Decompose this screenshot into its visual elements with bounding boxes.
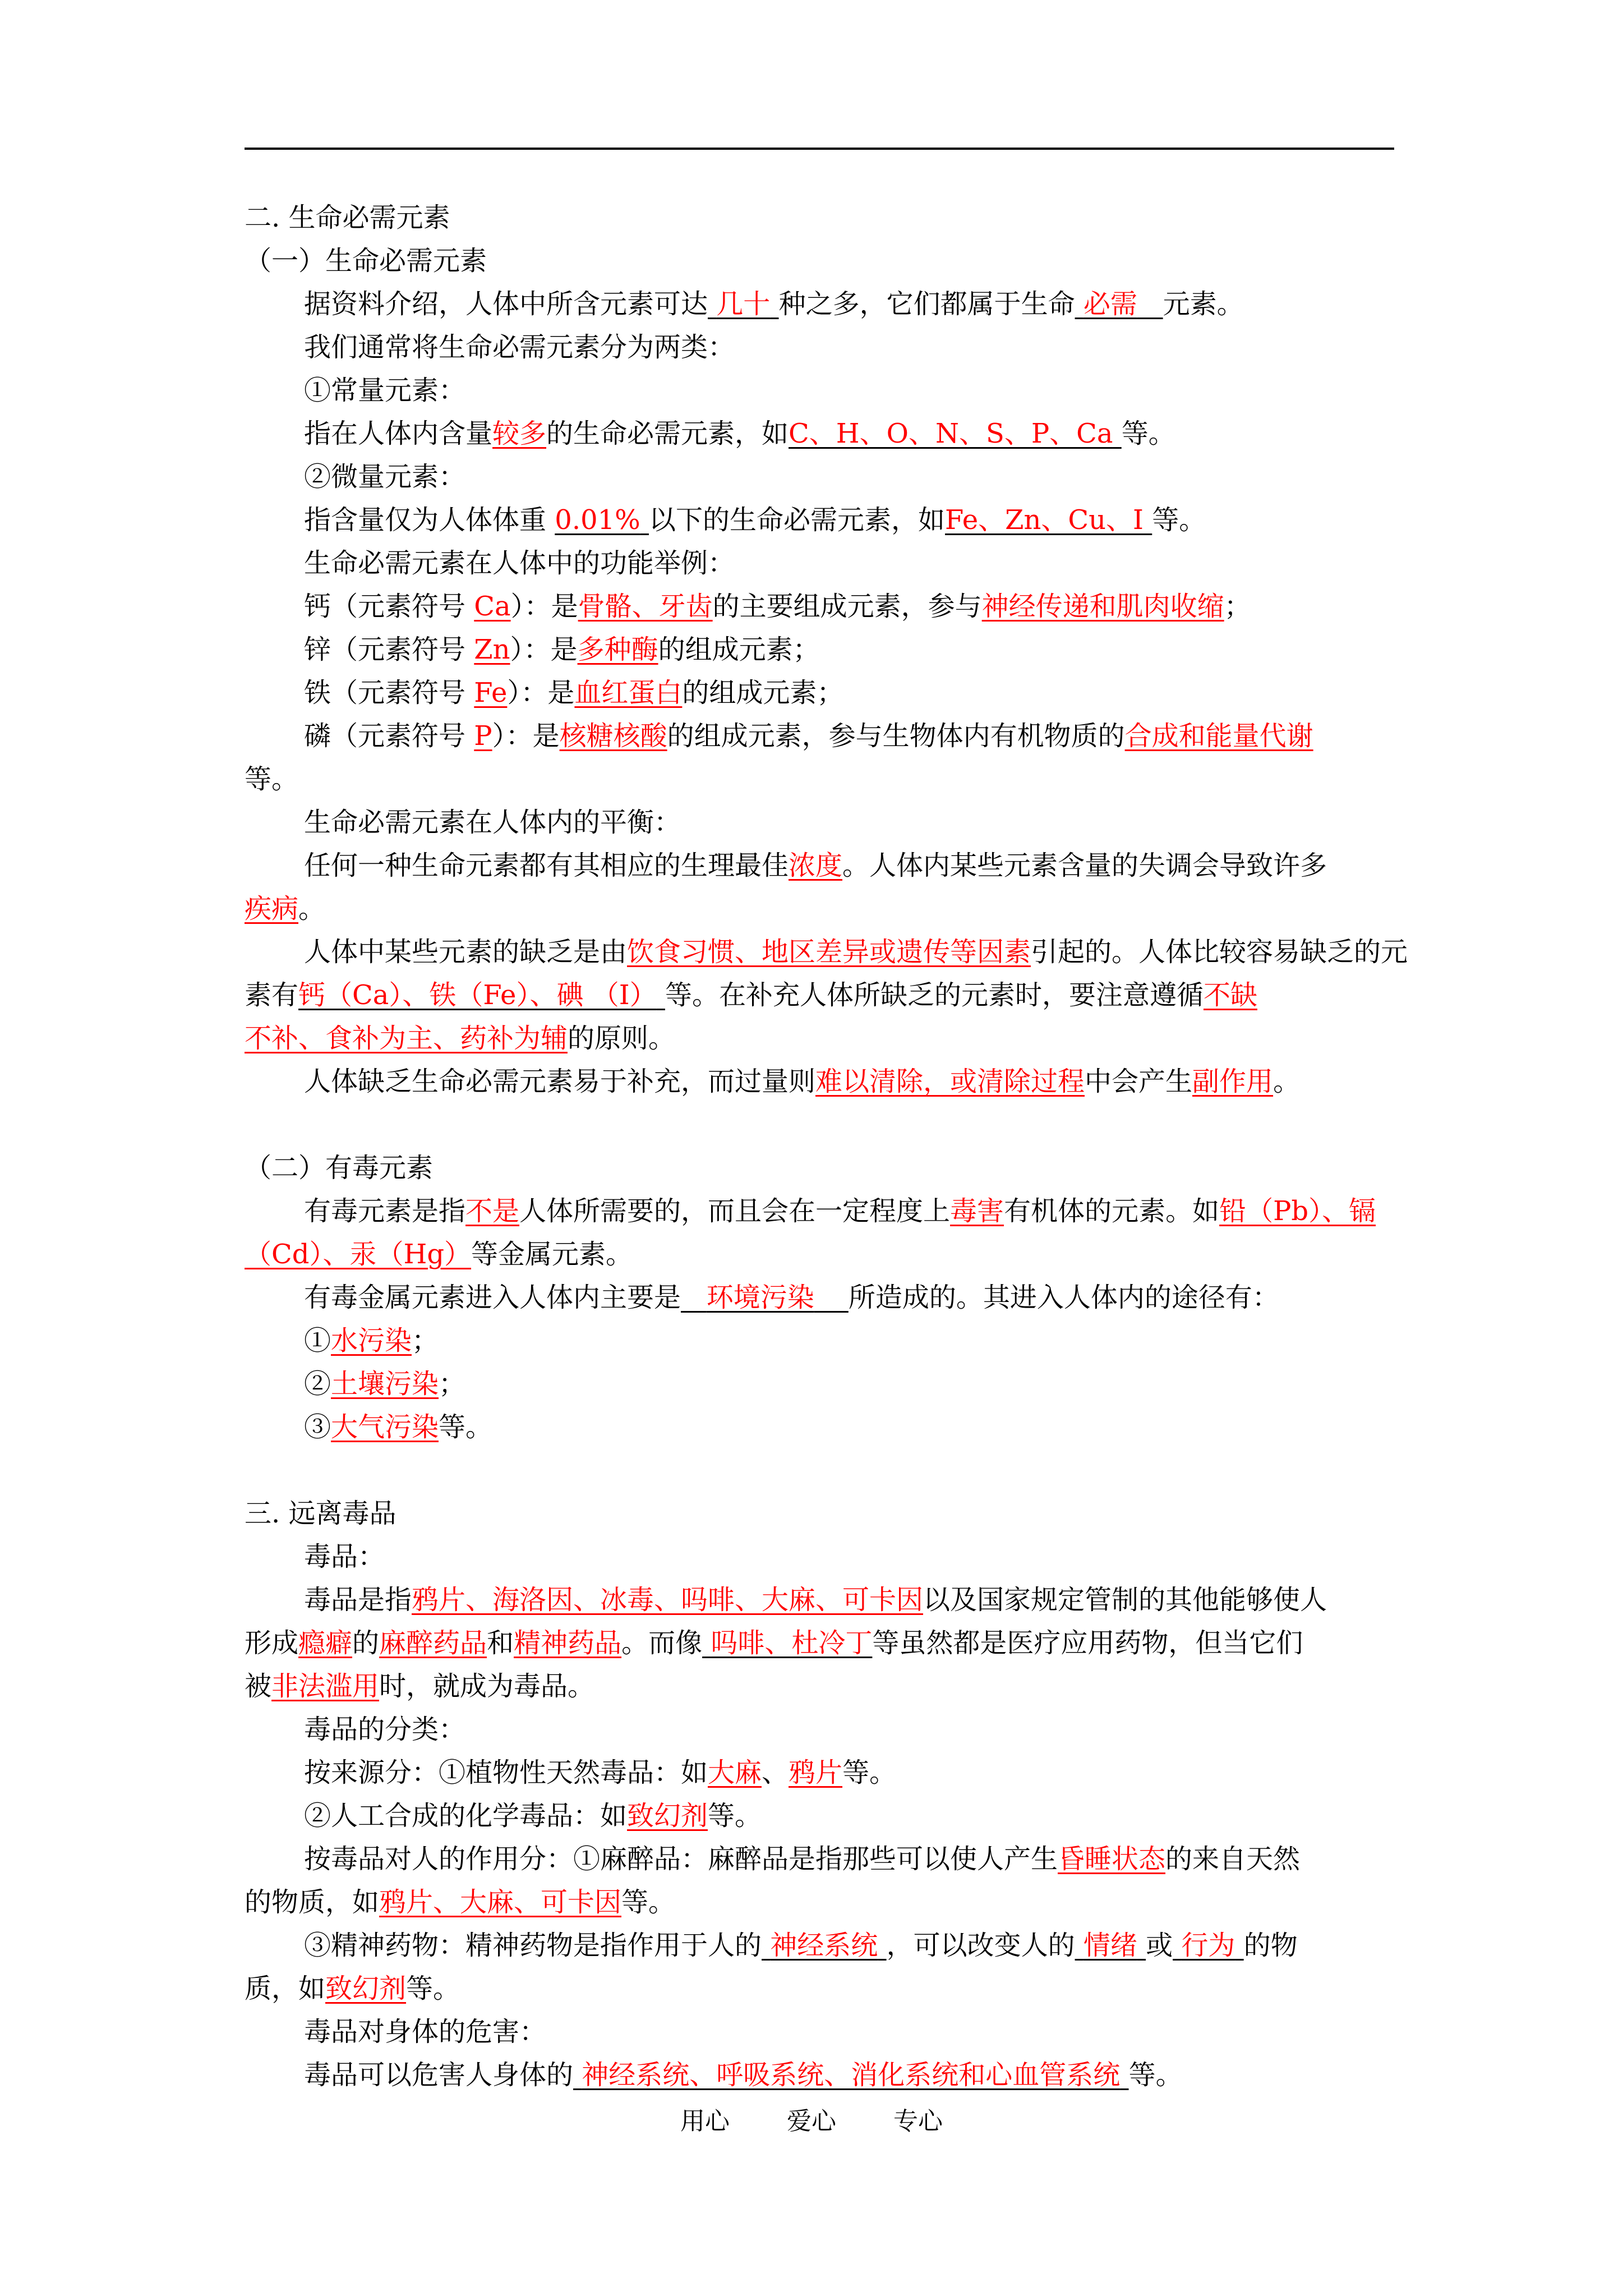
- answer: 血红蛋白: [574, 677, 683, 708]
- paragraph: 任何一种生命元素都有其相应的生理最佳浓度。人体内某些元素含量的失调会导致许多 疾病。: [245, 850, 1327, 924]
- answer: 环境污染: [706, 1282, 814, 1313]
- answer: 精神药品: [514, 1627, 622, 1659]
- paragraph: 人体缺乏生命必需元素易于补充，而过量则难以清除，或清除过程中会产生副作用。: [304, 1066, 1301, 1097]
- paragraph: 锌（元素符号 Zn）：是多种酶的组成元素；: [304, 634, 820, 665]
- answer: 非法滥用: [271, 1671, 380, 1702]
- answer: 必需: [1083, 288, 1137, 320]
- answer: 行为: [1181, 1930, 1235, 1961]
- paragraph: ②土壤污染；: [304, 1368, 466, 1400]
- paragraph: 生命必需元素在人体内的平衡：: [304, 807, 681, 838]
- answer: 铅（Pb）、镉 （Cd）、汞（Hg）: [245, 1195, 1376, 1270]
- paragraph: ①水污染；: [304, 1325, 439, 1356]
- paragraph: ①常量元素：: [304, 375, 466, 406]
- answer: 大气污染: [331, 1411, 439, 1443]
- answer: 鸦片、大麻、可卡因: [379, 1887, 622, 1918]
- paragraph: 人体中某些元素的缺乏是由饮食习惯、地区差异或遗传等因素引起的。人体比较容易缺乏的元 素有钙（Ca）、铁（Fe）、碘 （I） 等。在补充人体所缺乏的元素时，要注意遵循不缺 不补、食补为主、药补为辅的原则。: [245, 936, 1408, 1054]
- answer: 毒害: [950, 1195, 1004, 1227]
- answer: 大麻: [708, 1757, 762, 1788]
- footer-text: 用心: [680, 2107, 730, 2136]
- answer: 吗啡、杜冷丁: [711, 1627, 873, 1659]
- answer: 多种酶: [577, 634, 658, 665]
- answer: 水污染: [331, 1325, 412, 1356]
- answer: 不是: [465, 1195, 520, 1227]
- section-3-title: 三. 远离毒品: [245, 1498, 396, 1529]
- answer: 较多: [492, 418, 547, 449]
- answer: 鸦片: [789, 1757, 843, 1788]
- paragraph: 毒品是指鸦片、海洛因、冰毒、吗啡、大麻、可卡因以及国家规定管制的其他能够使人 形成瘾癖的麻醉药品和精神药品。而像 吗啡、杜冷丁等虽然都是医疗应用药物，但当它们 被非法滥用时，就成为毒品。: [245, 1584, 1327, 1702]
- answer: 麻醉药品: [379, 1627, 487, 1659]
- paragraph: 按来源分：①植物性天然毒品：如大麻、鸦片等。: [304, 1757, 897, 1788]
- answer: 致幻剂: [627, 1800, 708, 1832]
- answer: P: [474, 720, 492, 752]
- answer: 核糖核酸: [559, 720, 667, 752]
- paragraph: 指在人体内含量较多的生命必需元素，如C、H、O、N、S、P、Ca 等。: [304, 418, 1175, 449]
- paragraph: ②微量元素：: [304, 461, 466, 493]
- answer: 浓度: [789, 850, 843, 881]
- answer: 副作用: [1192, 1066, 1274, 1097]
- page-footer: [0, 2101, 1623, 2137]
- answer: 骨骼、牙齿: [578, 591, 713, 622]
- answer: 疾病: [245, 893, 299, 924]
- paragraph: 毒品可以危害人身体的 神经系统、呼吸系统、消化系统和心血管系统 等。: [304, 2059, 1183, 2091]
- answer: 致幻剂: [325, 1973, 407, 2004]
- paragraph: ②人工合成的化学毒品：如致幻剂等。: [304, 1800, 762, 1832]
- answer: 情绪: [1083, 1930, 1137, 1961]
- answer: 神经系统、呼吸系统、消化系统和心血管系统: [582, 2059, 1121, 2091]
- answer: 饮食习惯、地区差异或遗传等因素: [627, 936, 1031, 968]
- footer-text: 专心: [893, 2107, 943, 2136]
- paragraph: 生命必需元素在人体中的功能举例：: [304, 547, 735, 579]
- paragraph: 有毒金属元素进入人体内主要是 环境污染 所造成的。其进入人体内的途径有：: [304, 1282, 1279, 1313]
- paragraph: 磷（元素符号 P）：是核糖核酸的组成元素，参与生物体内有机物质的合成和能量代谢 等。: [245, 720, 1313, 795]
- paragraph: 指含量仅为人体体重 0.01% 以下的生命必需元素，如Fe、Zn、Cu、I 等。: [304, 504, 1206, 536]
- header-rule: [245, 148, 1394, 150]
- paragraph: 有毒元素是指不是人体所需要的，而且会在一定程度上毒害有机体的元素。如铅（Pb）、镉 （Cd）、汞（Hg）等金属元素。: [245, 1195, 1376, 1270]
- answer: 不缺 不补、食补为主、药补为辅: [245, 979, 1257, 1054]
- answer: 钙（Ca）、铁（Fe）、碘 （I）: [298, 979, 657, 1011]
- paragraph: 钙（元素符号 Ca）：是骨骼、牙齿的主要组成元素，参与神经传递和肌肉收缩；: [304, 591, 1251, 622]
- answer: 昏睡状态: [1058, 1843, 1166, 1875]
- answer: 神经系统: [770, 1930, 878, 1961]
- section-2-title: 二. 生命必需元素: [245, 202, 450, 233]
- answer: 神经传递和肌肉收缩: [981, 591, 1224, 622]
- footer-text: 爱心: [787, 2107, 836, 2136]
- paragraph: ③大气污染等。: [304, 1411, 493, 1443]
- paragraph: 毒品对身体的危害：: [304, 2016, 547, 2047]
- paragraph: 毒品：: [304, 1541, 385, 1572]
- answer: Fe、Zn、Cu、I: [945, 504, 1144, 536]
- paragraph: 铁（元素符号 Fe）：是血红蛋白的组成元素；: [304, 677, 844, 708]
- answer: 几十: [716, 288, 771, 320]
- answer: 合成和能量代谢: [1124, 720, 1313, 752]
- document-body: [245, 196, 1408, 2097]
- paragraph: 据资料介绍，人体中所含元素可达 几十 种之多，它们都属于生命 必需 元素。: [304, 288, 1244, 320]
- answer: 难以清除，或清除过程: [815, 1066, 1085, 1097]
- paragraph: 按毒品对人的作用分：①麻醉品：麻醉品是指那些可以使人产生昏睡状态的来自天然 的物质，如鸦片、大麻、可卡因等。: [245, 1843, 1301, 1918]
- paragraph: 我们通常将生命必需元素分为两类：: [304, 332, 735, 363]
- answer: Ca: [474, 591, 511, 622]
- answer: Fe: [474, 677, 508, 708]
- answer: Zn: [474, 634, 510, 665]
- paragraph: ③精神药物：精神药物是指作用于人的 神经系统 ，可以改变人的 情绪 或 行为 的物 质，如致幻剂等。: [245, 1930, 1298, 2004]
- answer: 鸦片、海洛因、冰毒、吗啡、大麻、可卡因: [412, 1584, 924, 1616]
- subsection-2-title: （二）有毒元素: [245, 1152, 434, 1184]
- answer: 瘾癖: [298, 1627, 353, 1659]
- answer: 土壤污染: [331, 1368, 439, 1400]
- answer: C、H、O、N、S、P、Ca: [789, 418, 1113, 449]
- answer: 0.01%: [555, 504, 640, 536]
- paragraph: 毒品的分类：: [304, 1714, 466, 1745]
- subsection-1-title: （一）生命必需元素: [245, 245, 487, 277]
